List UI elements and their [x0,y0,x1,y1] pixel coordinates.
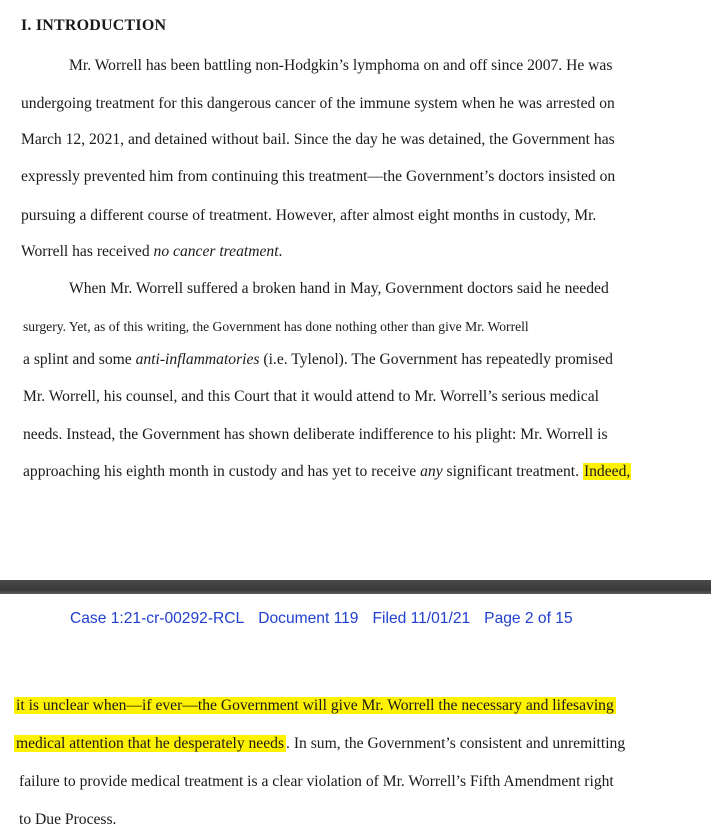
para3-line3: failure to provide medical treatment is a clear violation of Mr. Worrell’s Fifth Amendment right [19,773,614,790]
para1-line2: undergoing treatment for this dangerous cancer of the immune system when he was arrested on [21,95,615,112]
document-number: Document 119 [258,610,359,627]
para1-line3: March 12, 2021, and detained without bail. Since the day he was detained, the Government has [21,131,615,148]
para3-line1 [14,696,616,716]
para1-line6 [21,242,282,262]
highlight-line1: it is unclear when—if ever—the Government will give Mr. Worrell the necessary and lifesaving [16,697,614,714]
para1-line1: Mr. Worrell has been battling non-Hodgkin’s lymphoma on and off since 2007. He was [69,57,613,74]
para2-line6 [23,462,631,482]
para1-line4: expressly prevented him from continuing this treatment—the Government’s doctors insisted on [21,168,616,185]
para1-line6-end: . [278,243,283,260]
para2-line2: surgery. Yet, as of this writing, the Government has done nothing other than give Mr. Worrell [23,319,529,334]
case-number: Case 1:21-cr-00292-RCL [70,610,245,627]
para2-line3 [23,350,613,370]
para2-line4: Mr. Worrell, his counsel, and this Court that it would attend to Mr. Worrell’s serious medical [23,388,599,405]
highlight-indeed: Indeed, [583,463,631,480]
para1-emphasis: no cancer treatment [153,243,279,260]
para2-line6-mid: significant treatment. [442,463,583,480]
para1-line6-text: Worrell has received [21,243,154,260]
highlight-line2: medical attention that he desperately needs [16,735,285,752]
filed-date: Filed 11/01/21 [372,610,471,627]
para2-emphasis: anti-inflammatories [135,351,260,368]
para2-line6-text: approaching his eighth month in custody and has yet to receive [23,463,421,480]
para3-line2 [14,734,625,754]
para1-line5: pursuing a different course of treatment. However, after almost eight months in custody, Mr. [21,207,597,224]
case-header [70,610,573,628]
section-heading: I. INTRODUCTION [21,17,167,34]
page-divider [0,580,711,594]
para3-line4: to Due Process. [19,811,117,828]
para2-line3-text: a splint and some [23,351,136,368]
para3-line2-rest: . In sum, the Government’s consistent and unremitting [286,735,626,752]
para2-line5: needs. Instead, the Government has shown deliberate indifference to his plight: Mr. Worrell is [23,426,608,443]
para2-emphasis-any: any [420,463,443,480]
para2-line1: When Mr. Worrell suffered a broken hand in May, Government doctors said he needed [69,280,609,297]
page-number: Page 2 of 15 [484,610,573,627]
para2-line3-end: (i.e. Tylenol). The Government has repeatedly promised [259,351,613,368]
